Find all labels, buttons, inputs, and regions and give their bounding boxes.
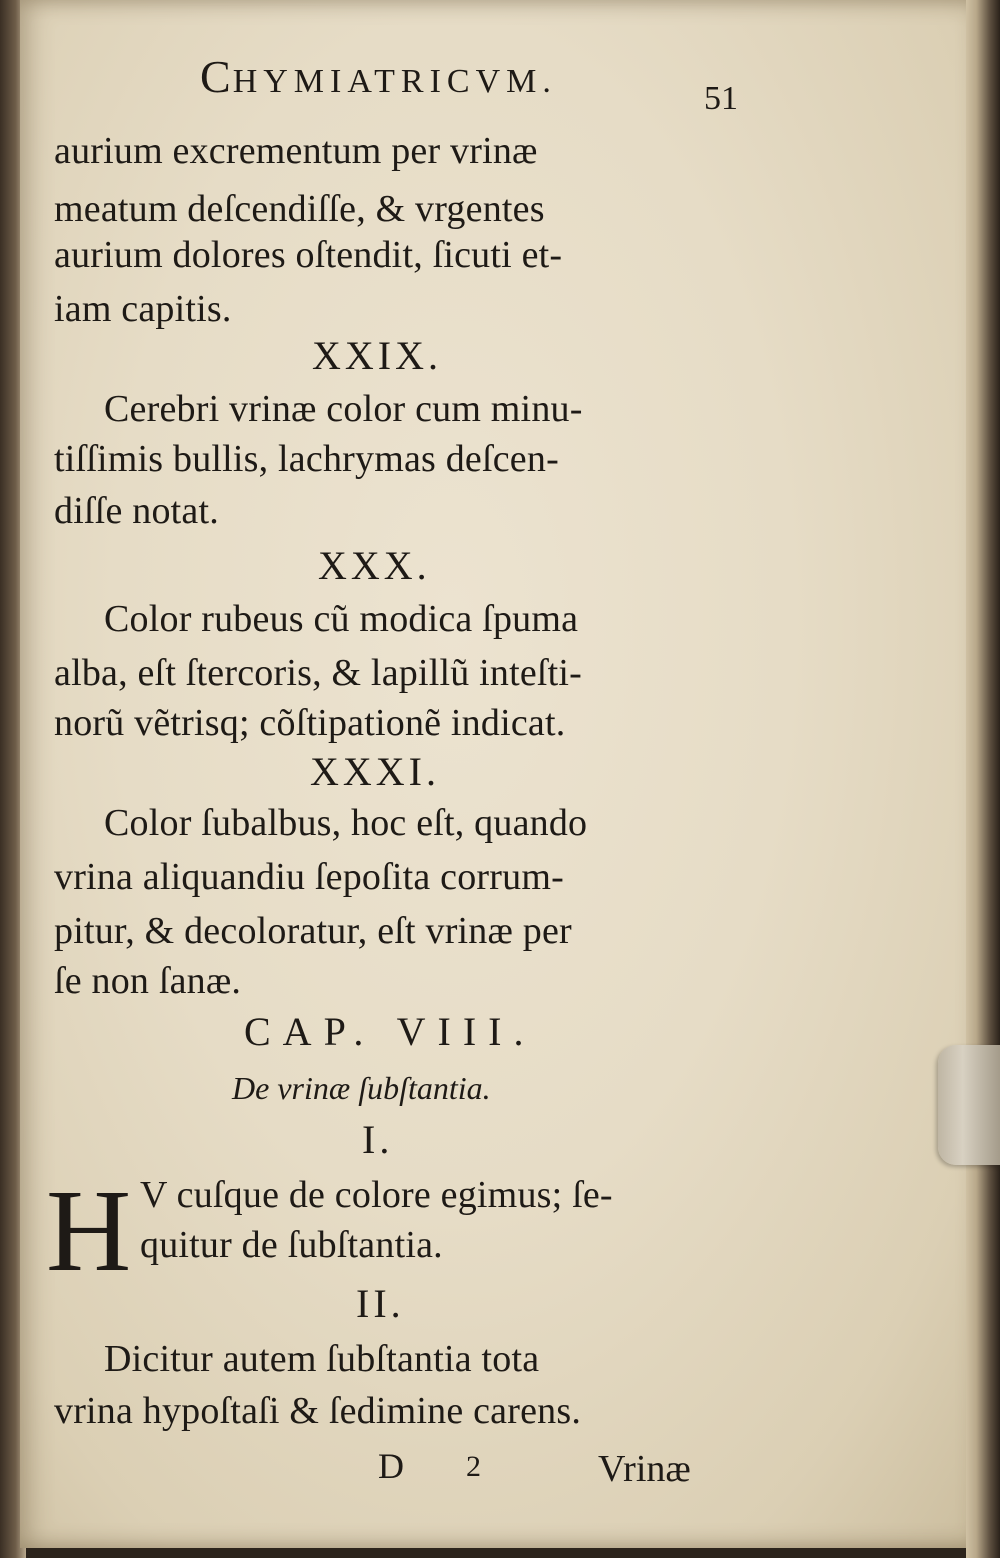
text-line: Cerebri vrinæ color cum minu-: [104, 388, 583, 430]
text-line: pitur, & decoloratur, eſt vrinæ per: [54, 910, 572, 952]
signature-number: 2: [466, 1450, 481, 1483]
text-line: vrina aliquandiu ſepoſita corrum-: [54, 856, 564, 898]
text-line: tiſſimis bullis, lachrymas deſcen-: [54, 438, 559, 480]
running-title-rest: HYMIATRICVM.: [232, 63, 557, 100]
page-number: 51: [704, 80, 738, 117]
section-numeral: I.: [362, 1117, 394, 1162]
text-line: Dicitur autem ſubſtantia tota: [104, 1338, 540, 1380]
text-line: vrina hypoſtaſi & ſedimine carens.: [54, 1390, 582, 1432]
text-line: meatum deſcendiſſe, & vrgentes: [54, 188, 545, 230]
text-line: aurium excrementum per vrinæ: [54, 130, 538, 172]
text-line: Color rubeus cũ modica ſpuma: [104, 598, 579, 640]
chapter-subtitle: De vrinæ ſubſtantia.: [232, 1070, 491, 1106]
text-line: iam capitis.: [54, 288, 232, 330]
text-line: Color ſubalbus, hoc eſt, quando: [104, 802, 588, 844]
page-fore-edge: [966, 0, 1000, 1558]
page-tab-marker: [938, 1045, 1000, 1165]
signature-mark: D: [378, 1446, 404, 1486]
text-line: ſe non ſanæ.: [54, 960, 242, 1002]
text-line: aurium dolores oſtendit, ſicuti et-: [54, 234, 563, 276]
section-numeral: XXXI.: [310, 749, 440, 794]
text-line: norũ vẽtrisq; cõſtipationẽ indicat.: [54, 702, 566, 744]
section-numeral: XXIX.: [312, 333, 442, 378]
text-line: alba, eſt ſtercoris, & lapillũ inteſti-: [54, 652, 583, 694]
section-numeral: II.: [356, 1281, 405, 1326]
book-page: [20, 0, 982, 1548]
catchword: Vrinæ: [598, 1448, 691, 1490]
text-line: V cuſque de colore egimus; ſe-: [140, 1174, 613, 1216]
running-title: [200, 51, 557, 102]
running-title-initial: C: [200, 51, 233, 102]
text-line: quitur de ſubſtantia.: [140, 1224, 443, 1266]
text-line: diſſe notat.: [54, 490, 219, 532]
chapter-heading: CAP. VIII.: [244, 1009, 536, 1054]
section-numeral: XXX.: [318, 543, 431, 588]
drop-capital: H: [46, 1165, 132, 1296]
